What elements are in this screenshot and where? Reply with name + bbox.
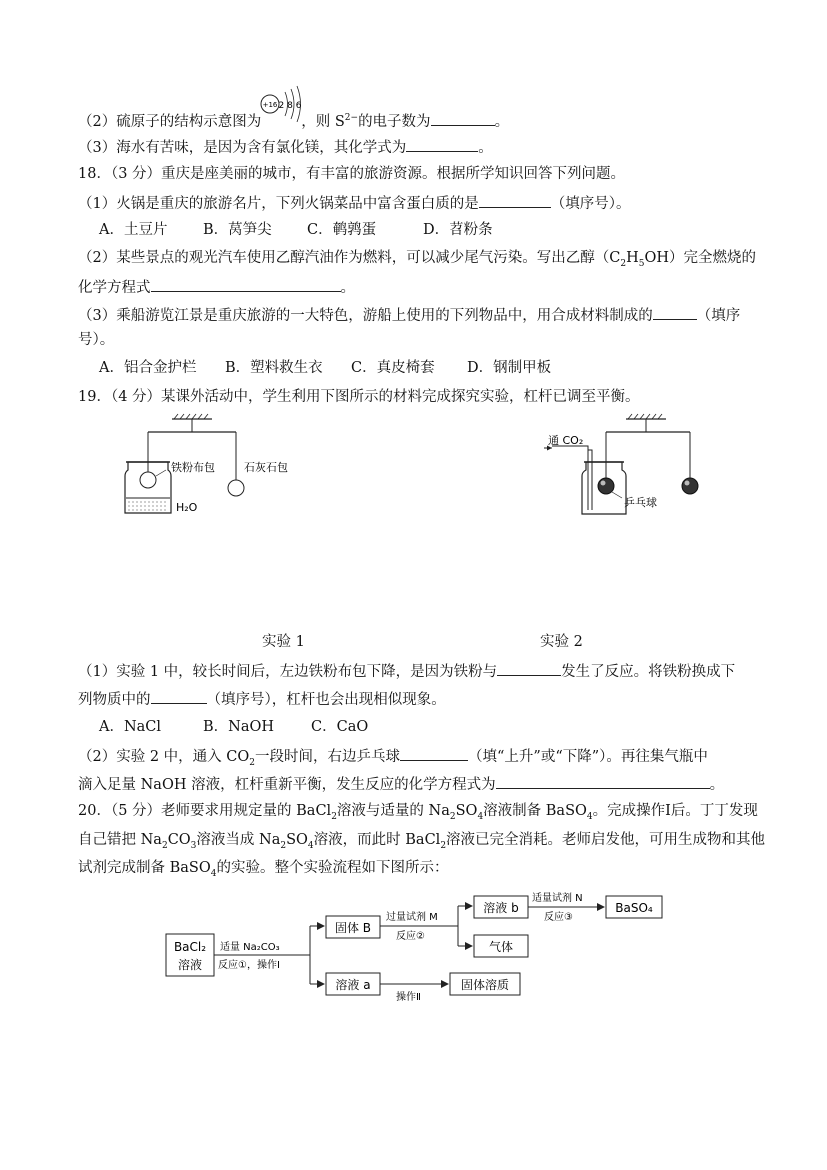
q17-answer-blank-1[interactable]	[431, 110, 495, 126]
option: C．真皮椅套	[351, 360, 435, 376]
solution-a-box: 溶液 a	[335, 978, 371, 992]
q19-answer-blank-2[interactable]	[151, 688, 207, 704]
experiment-1-caption: 实验 1	[262, 634, 305, 650]
ping-pong-label: 乒乓球	[624, 496, 657, 509]
sulfur-atom-diagram	[258, 82, 314, 122]
water-label: H₂O	[176, 501, 198, 514]
option: B．塑料救生衣	[225, 360, 323, 376]
arrow1-top-label: 适量 Na₂CO₃	[220, 942, 280, 953]
arrow3-bottom-label: 反应③	[544, 912, 573, 923]
solid-solute-box: 固体溶质	[460, 978, 510, 992]
option: B．莴笋尖	[203, 222, 272, 238]
q18-part3-line2: 号）。	[78, 332, 115, 348]
q20-stem-line2: 自己错把 $Na_2CO_3$溶液当成 $Na_2SO_4$溶液，而此时 BaCl$_2$溶液已完全消耗。老师启发他，可用生成物和其他	[78, 832, 766, 851]
q19-part1-line2: 列物质中的 （填序号），杠杆也会出现相似现象。	[78, 688, 446, 710]
co2-inlet-label: 通 CO₂	[548, 434, 584, 447]
start-box-line2: 溶液	[177, 958, 203, 972]
q18-part3-line1: （3）乘船游览江景是重庆旅游的一大特色，游船上使用的下列物品中，用合成材料制成的 （填序	[78, 304, 740, 326]
q18-part2-line1: （2）某些景点的观光汽车使用乙醇汽油作为燃料，可以减少尾气污染。写出乙醇$(C_2H_5OH)$完全燃烧的	[78, 250, 756, 269]
option: C．CaO	[311, 719, 369, 735]
q18-part3-options	[99, 358, 551, 378]
q18-answer-blank-3[interactable]	[653, 304, 697, 320]
arrow3-top-label: 适量试剂 N	[532, 893, 583, 904]
q18-answer-blank-2[interactable]	[151, 276, 341, 292]
arrow2-top-label: 过量试剂 M	[386, 912, 438, 923]
option: A．NaCl	[99, 719, 162, 735]
atom-nucleus-label: +16	[262, 101, 278, 109]
q18-stem: 18．（3 分）重庆是座美丽的城市，有丰富的旅游资源。根据所学知识回答下列问题。	[78, 166, 626, 182]
q18-part2-line2: 化学方程式 。	[78, 276, 355, 298]
q18-part1-options	[99, 220, 493, 240]
q19-stem: 19．（4 分）某课外活动中，学生利用下图所示的材料完成探究实验，杠杆已调至平衡。	[78, 389, 640, 405]
experiment-2-diagram	[540, 410, 720, 520]
option: A．土豆片	[99, 222, 168, 238]
option: A．铝合金护栏	[99, 360, 197, 376]
q19-answer-blank-3[interactable]	[400, 745, 468, 761]
option: B．NaOH	[203, 719, 275, 735]
q19-part2-line1: （2）实验 2 中，通入 $CO_2$一段时间，右边乒乓球 （填“上升”或“下降”）。再往集气瓶中	[78, 745, 708, 773]
q18-part1: （1）火锅是重庆的旅游名片，下列火锅菜品中富含蛋白质的是 （填序号）。	[78, 192, 630, 214]
product-box: BaSO₄	[615, 901, 653, 915]
q19-part1-options	[99, 717, 368, 737]
iron-bag-label: 铁粉布包	[171, 461, 215, 474]
q17-answer-blank-2[interactable]	[406, 136, 478, 152]
q18-answer-blank-1[interactable]	[479, 192, 551, 208]
experiment-2-caption: 实验 2	[540, 634, 583, 650]
arrow4-bottom-label: 操作Ⅱ	[396, 992, 421, 1003]
q17-part3: （3）海水有苦味，是因为含有氯化镁，其化学式为 。	[78, 136, 493, 158]
option: D．钢制甲板	[467, 360, 552, 376]
solution-b-box: 溶液 b	[483, 901, 519, 915]
q17-part2: （2）硫原子的结构示意图为 ，则 $S^{2-}$的电子数为 。	[78, 108, 509, 132]
atom-shells-label: 2 8 6	[278, 101, 302, 111]
q19-answer-blank-4[interactable]	[496, 773, 710, 789]
experiment-1-diagram	[118, 410, 308, 520]
q19-answer-blank-1[interactable]	[497, 660, 561, 676]
solid-b-box: 固体 B	[334, 921, 372, 935]
q19-part2-line2: 滴入足量 NaOH 溶液，杠杆重新平衡，发生反应的化学方程式为 。	[78, 773, 724, 795]
option: D．苕粉条	[423, 222, 493, 238]
q20-stem-line1: 20．（5 分）老师要求用规定量的 BaCl$_2$溶液与适量的 $Na_2SO_4$溶液制备 BaSO$_4$。完成操作Ⅰ后。丁丁发现	[78, 803, 758, 822]
limestone-bag-label: 石灰石包	[244, 461, 288, 474]
q19-part1-line1: （1）实验 1 中，较长时间后，左边铁粉布包下降，是因为铁粉与 发生了反应。将铁粉换成下	[78, 660, 735, 682]
q20-flow-chart	[160, 888, 680, 1008]
option: C．鹌鹑蛋	[307, 222, 377, 238]
arrow1-bottom-label: 反应①，操作Ⅰ	[218, 960, 280, 971]
arrow2-bottom-label: 反应②	[396, 931, 425, 942]
start-box-line1: BaCl₂	[173, 940, 207, 954]
q20-stem-line3: 试剂完成制备 BaSO$_4$的实验。整个实验流程如下图所示：	[78, 860, 449, 879]
gas-box: 气体	[488, 940, 514, 954]
